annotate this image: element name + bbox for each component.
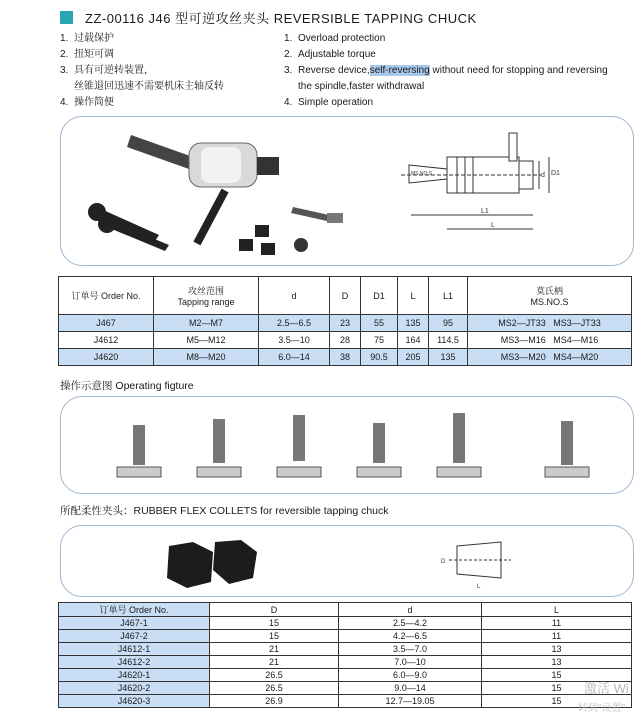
taper-shank [127,135,193,169]
feature-cn-item: 丝锥退回迅速不需要机床主轴反转 [74,81,224,92]
activation-watermark: 激活 Wi [584,681,629,696]
col-D1: D1 [361,277,398,315]
operating-title: 操作示意图 Operating figture [60,380,194,392]
table-row: J467-1 15 2.5—4.2 11 [59,617,632,630]
operating-panel [60,396,634,494]
d-label: d [541,172,545,179]
operating-step [197,419,241,477]
title-accent-square [60,11,73,24]
operating-step [277,415,321,477]
page-title: ZZ-00116 J46 型可逆攻丝夹头 REVERSIBLE TAPPING CHUCK [85,10,477,26]
col-L: L [482,603,632,617]
small-taper [291,207,329,221]
operating-step [545,421,589,477]
chuck-nose [257,157,279,175]
collets-panel [60,525,634,597]
technical-drawing [401,133,560,229]
collet-icon [239,239,253,251]
activation-watermark-sub: 转到"设置" [578,703,626,714]
table-row: J4620-3 26.9 12.7—19.05 15 [59,695,632,708]
col-d: d [339,603,482,617]
spec-table-header [59,277,632,315]
feature-en-item: 1. Overload protection [284,33,386,44]
feature-cn-item: 3. 具有可逆转装置， [60,65,154,76]
feature-cn-item: 2. 扭矩可调 [60,49,114,60]
collets-title: 所配柔性夹头：RUBBER FLEX COLLETS for reversible tapping chuck [60,505,389,517]
collet-icon [294,238,308,252]
page-header [60,8,477,26]
l1-label: L1 [481,208,489,215]
product-image-panel [60,116,634,266]
col-tapping-range: 攻丝范围 Tapping range [154,277,259,315]
wrench-head-icon [98,215,116,233]
stop-arm [193,189,228,246]
ms-label: MS.NO.S [411,171,433,177]
feature-cn-item: 4. 操作简便 [60,97,114,108]
collet-icon [167,542,213,588]
feature-en-item: 3. Reverse device,self-reversing without need for stopping and reversing [284,65,608,76]
spec-table [58,276,632,366]
table-row: J467 M2—M7 2.5—6.5 23 55 135 95 MS2—JT33 MS3—JT33 [59,315,632,332]
collet-table-header [59,603,632,617]
col-L1: L1 [429,277,468,315]
product-illustration [61,117,633,265]
table-row: J4620-1 26.5 6.0—9.0 15 [59,669,632,682]
operating-step [437,413,481,477]
collet-icon [261,243,275,255]
l-label: L [491,222,495,229]
wrench-icon [107,221,169,251]
collets-illustration [61,526,633,596]
collet-icon [255,225,269,237]
selected-text-highlight: self-reversing [369,65,430,76]
table-row: J4612 M5—M12 3.5—10 28 75 164 114.5 MS3—M16 MS4—M16 [59,332,632,349]
col-D: D [210,603,339,617]
features-en [284,31,608,111]
table-row: J4612-1 21 3.5—7.0 13 [59,643,632,656]
table-row: J467-2 15 4.2—6.5 11 [59,630,632,643]
col-D: D [330,277,361,315]
table-row: J4612-2 21 7.0—10 13 [59,656,632,669]
col-d: d [259,277,330,315]
feature-en-item: 4. Simple operation [284,97,374,108]
feature-en-item: 2. Adjustable torque [284,49,376,60]
table-row: J4620 M8—M20 6.0—14 38 90.5 205 135 MS3—M20 MS4—M20 [59,349,632,366]
feature-en-item: the spindle,faster withdrawal [298,81,425,92]
adapter [327,213,343,223]
operating-steps-illustration [61,397,633,493]
col-L: L [398,277,429,315]
collet-icon [213,540,257,584]
table-row: J4620-2 26.5 9.0—14 15 [59,682,632,695]
svg-text:D: D [441,559,446,565]
collet-table [58,602,632,708]
d1-label: D1 [551,170,560,177]
svg-text:L: L [477,584,481,590]
col-order-no: 订单号 Order No. [59,603,210,617]
operating-step [117,425,161,477]
col-order-no: 订单号 Order No. [59,277,154,315]
col-morse-taper: 莫氏柄 MS.NO.S [468,277,632,315]
operating-step [357,423,401,477]
feature-cn-item: 1. 过载保护 [60,33,114,44]
chuck-highlight [201,147,241,183]
collet-drawing [441,542,511,590]
features-cn [60,31,224,111]
